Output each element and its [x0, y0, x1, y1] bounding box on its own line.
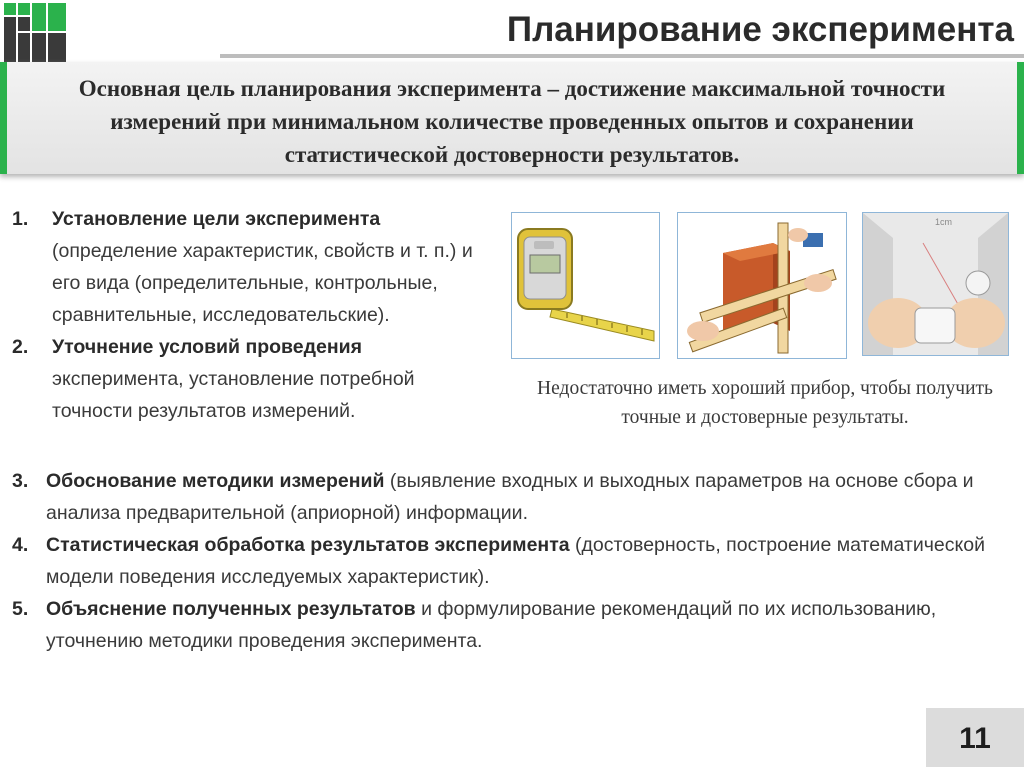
title-underline	[220, 54, 1024, 58]
goal-text: Основная цель планирования эксперимента – достижение максимальной точности измерений при минимальном количестве проведенных опытов и сохранении статистической достоверности результатов.	[78, 76, 946, 167]
list-item	[12, 331, 497, 427]
item-number: 5.	[12, 598, 29, 620]
item-title: Уточнение условий проведения	[52, 336, 362, 358]
item-number: 4.	[12, 534, 29, 556]
photo3-label: 1cm	[935, 217, 953, 227]
list-item	[12, 203, 497, 331]
item-text: и формулирование рекомендаций по их использованию, уточнению методики проведения эксперимента.	[46, 598, 937, 652]
item-title: Объяснение полученных результатов	[46, 598, 416, 620]
page-title: Планирование эксперимента	[506, 10, 1014, 49]
tape-measure-icon	[511, 212, 660, 359]
list-item	[12, 529, 1012, 593]
item-number: 3.	[12, 470, 29, 492]
brick-measuring-icon	[677, 212, 847, 359]
goal-stripe-left	[0, 62, 7, 174]
goal-box	[0, 62, 1024, 174]
photo-caption: Недостаточно иметь хороший прибор, чтобы получить точные и достоверные результаты.	[537, 378, 993, 428]
steps-list-1	[12, 203, 497, 427]
steps-list-2	[12, 465, 1012, 657]
item-text: эксперимента, установление потребной точности результатов измерений.	[52, 368, 415, 422]
item-text: (выявление входных и выходных параметров на основе сбора и анализа предварительной (априорной) информации.	[46, 470, 974, 524]
goal-stripe-right	[1017, 62, 1024, 174]
item-number: 2.	[12, 336, 29, 358]
item-title: Статистическая обработка результатов эксперимента	[46, 534, 570, 556]
logo	[4, 3, 68, 63]
item-title: Обоснование методики измерений	[46, 470, 385, 492]
item-number: 1.	[12, 208, 29, 230]
list-item	[12, 593, 1012, 657]
item-text: (определение характеристик, свойств и т. п.) и его вида (определительные, контрольные, сравнительные, исследовательские).	[52, 240, 473, 326]
item-title: Установление цели эксперимента	[52, 208, 381, 230]
caliper-measuring-icon	[862, 212, 1009, 356]
item-text: (достоверность, построение математической модели поведения исследуемых характеристик).	[46, 534, 985, 588]
page-number: 11	[926, 708, 1024, 767]
title-bar	[220, 0, 1024, 62]
list-item	[12, 465, 1012, 529]
